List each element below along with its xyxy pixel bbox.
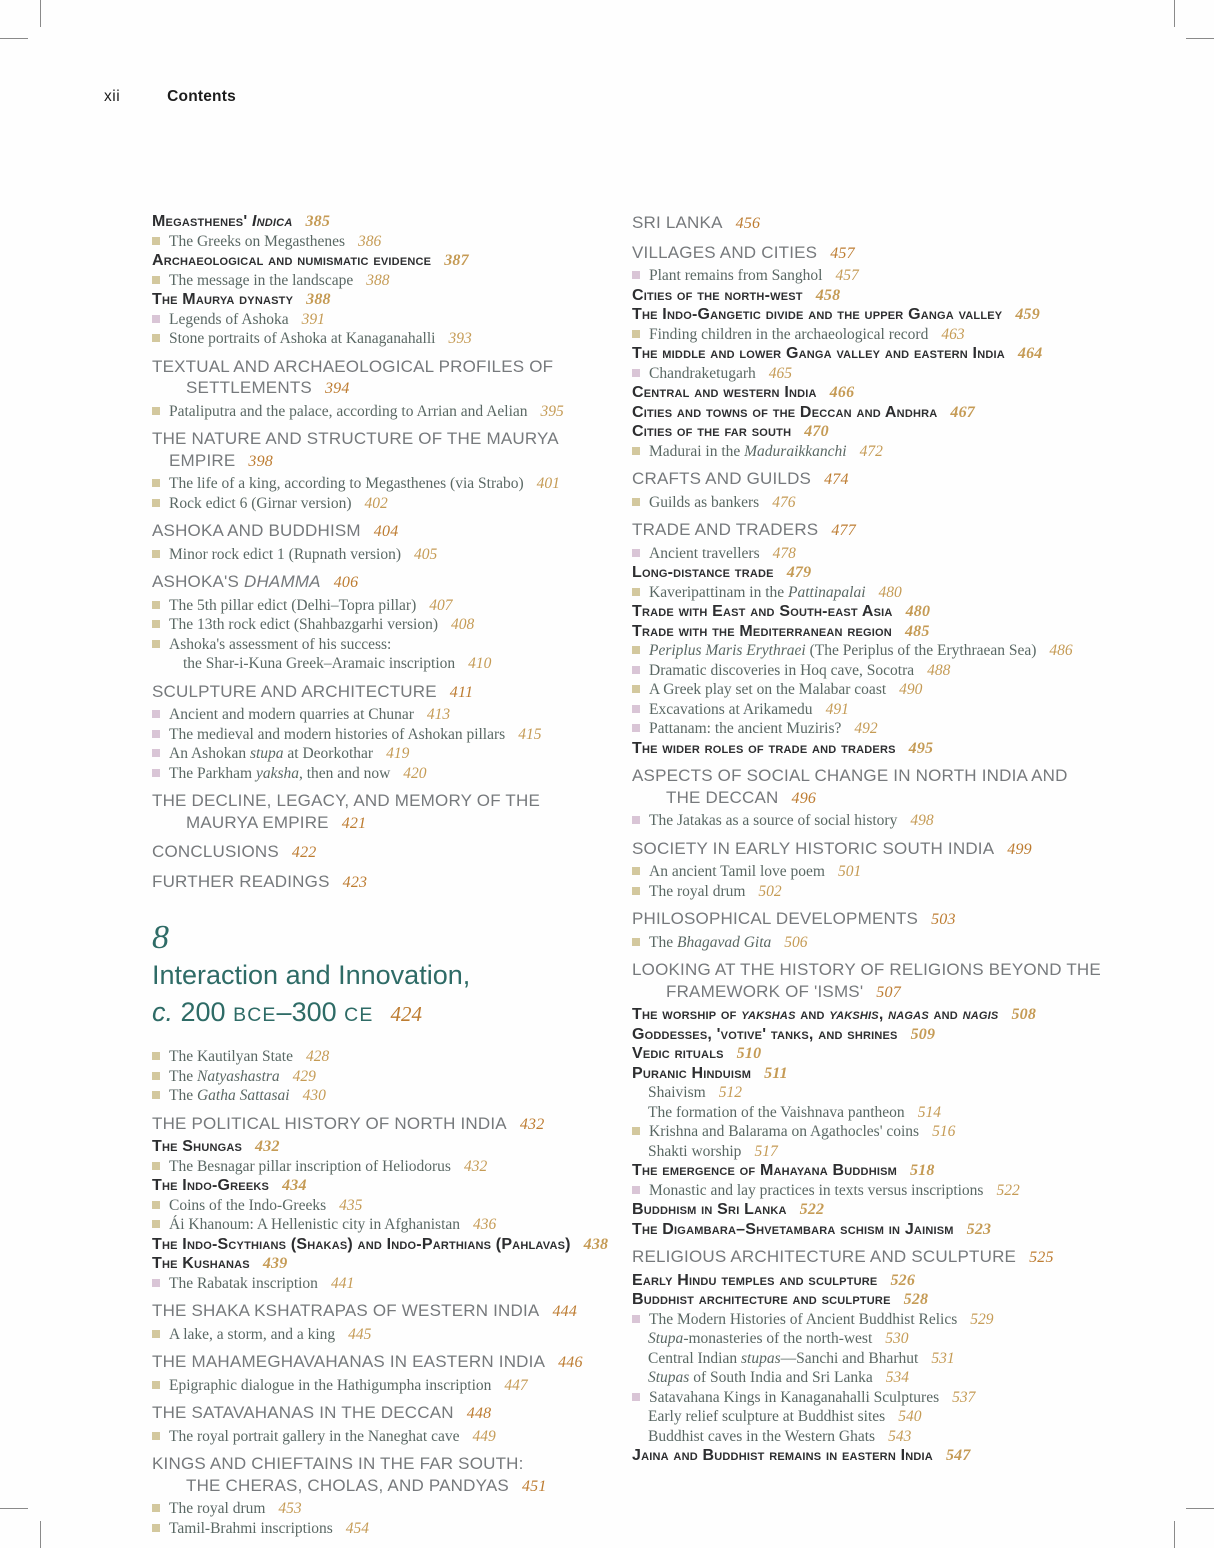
square-bullet-icon <box>152 315 160 323</box>
toc-item: Ái Khanoum: A Hellenistic city in Afghanistan 436 <box>152 1215 628 1235</box>
square-bullet-icon <box>632 330 640 338</box>
toc-subsection: Cities of the far south 470 <box>632 423 829 440</box>
toc-item: The Gatha Sattasai 430 <box>152 1086 628 1106</box>
square-bullet-icon <box>152 334 160 342</box>
page-number: 429 <box>292 1067 316 1085</box>
toc-item: Plant remains from Sanghol 457 <box>632 266 1132 286</box>
toc-item: Epigraphic dialogue in the Hathigumpha inscription 447 <box>152 1376 628 1396</box>
toc-item: Rock edict 6 (Girnar version) 402 <box>152 494 628 514</box>
page-number: 491 <box>825 700 849 718</box>
page-number: 531 <box>931 1349 955 1367</box>
square-bullet-icon <box>152 1279 160 1287</box>
page-number: 470 <box>804 423 829 440</box>
page-number: 405 <box>414 545 438 563</box>
page-number: 430 <box>302 1087 326 1104</box>
toc-subsection: Trade with East and South-east Asia 480 <box>632 603 931 620</box>
page-number: 534 <box>885 1369 909 1386</box>
toc-item: The Jatakas as a source of social history 498 <box>632 811 1132 831</box>
page-number: 496 <box>791 789 817 807</box>
page-number: 388 <box>366 271 390 289</box>
toc-section: THE MAHAMEGHAVAHANAS IN EASTERN INDIA 446 <box>152 1352 583 1371</box>
page-number: 402 <box>364 494 388 512</box>
toc-section: SCULPTURE AND ARCHITECTURE 411 <box>152 681 474 701</box>
toc-item: The royal drum 453 <box>152 1499 628 1519</box>
toc-section: ASHOKA AND BUDDHISM 404 <box>152 521 399 540</box>
page-number: 474 <box>824 471 849 488</box>
square-bullet-icon <box>152 601 160 609</box>
toc-subsection: The Indo-Gangetic divide and the upper Ganga valley 459 <box>632 306 1040 323</box>
toc-subsection: Cities and towns of the Deccan and Andhra 467 <box>632 403 976 421</box>
toc-item: Ancient travellers 478 <box>632 544 1132 564</box>
toc-item: The Natyashastra 429 <box>152 1067 628 1087</box>
toc-item: Monastic and lay practices in texts versus inscriptions 522 <box>632 1181 1132 1201</box>
toc-item: The message in the landscape 388 <box>152 271 628 291</box>
page-number: 464 <box>1017 345 1043 362</box>
toc-section: LOOKING AT THE HISTORY OF RELIGIONS BEYOND THE FRAMEWORK OF 'ISMS' 507 <box>632 960 1101 1001</box>
toc-section: THE NATURE AND STRUCTURE OF THE MAURYA EMPIRE 398 <box>152 429 558 470</box>
crop-mark-bottom-right-v <box>1174 1521 1175 1548</box>
chapter-page-number: 424 <box>390 1002 422 1026</box>
toc-item: The Rabatak inscription 441 <box>152 1274 628 1294</box>
toc-item: Guilds as bankers 476 <box>632 493 1132 513</box>
square-bullet-icon <box>152 710 160 718</box>
chapter-title: Interaction and Innovation, c. 200 BCE–300 CE 424 <box>152 960 471 1027</box>
square-bullet-icon <box>632 271 640 279</box>
toc-section: PHILOSOPHICAL DEVELOPMENTS 503 <box>632 909 956 928</box>
toc-subsection: Megasthenes' Indica 385 <box>152 213 331 230</box>
page-number: 387 <box>444 252 469 269</box>
toc-subsection: The Digambara–Shvetambara schism in Jainism 523 <box>632 1220 992 1238</box>
crop-mark-top-left-h <box>0 38 28 39</box>
toc-subitem: Stupas of South India and Sri Lanka 534 <box>648 1369 909 1386</box>
page-number: 518 <box>910 1162 935 1179</box>
square-bullet-icon <box>632 588 640 596</box>
square-bullet-icon <box>632 646 640 654</box>
toc-subitem: Buddhist caves in the Western Ghats 543 <box>648 1427 912 1445</box>
toc-item: Satavahana Kings in Kanaganahalli Sculptures 537 <box>632 1388 1132 1408</box>
page-number: 506 <box>784 933 808 951</box>
square-bullet-icon <box>152 479 160 487</box>
toc-section: THE SATAVAHANAS IN THE DECCAN 448 <box>152 1403 492 1422</box>
square-bullet-icon <box>152 237 160 245</box>
toc-section: RELIGIOUS ARCHITECTURE AND SCULPTURE 525 <box>632 1247 1054 1266</box>
page-number: 432 <box>519 1115 545 1133</box>
toc-item: Chandraketugarh 465 <box>632 364 1132 384</box>
page-number: 401 <box>536 475 560 492</box>
toc-item: Legends of Ashoka 391 <box>152 310 628 330</box>
toc-section: THE SHAKA KSHATRAPAS OF WESTERN INDIA 444 <box>152 1301 578 1320</box>
toc-section: ASPECTS OF SOCIAL CHANGE IN NORTH INDIA AND THE DECCAN 496 <box>632 766 1068 807</box>
page-number: 543 <box>888 1427 912 1445</box>
toc-section: CRAFTS AND GUILDS 474 <box>632 469 849 488</box>
toc-subitem: The formation of the Vaishnava pantheon 514 <box>648 1103 941 1121</box>
toc-item: Tamil-Brahmi inscriptions 454 <box>152 1519 628 1539</box>
page-number: 512 <box>718 1084 742 1101</box>
page-number: 394 <box>324 380 350 397</box>
toc-subsection: Archaeological and numismatic evidence 387 <box>152 252 469 269</box>
toc-item: The royal portrait gallery in the Naneghat cave 449 <box>152 1427 628 1447</box>
toc-subsection: Central and western India 466 <box>632 384 855 401</box>
page-number: 444 <box>552 1303 578 1320</box>
page-number: 526 <box>890 1271 916 1289</box>
page-number: 507 <box>876 983 901 1001</box>
page-number: 410 <box>468 655 492 672</box>
page-number: 388 <box>306 291 331 308</box>
toc-right-column <box>632 212 1132 1466</box>
page-number: 502 <box>758 882 782 900</box>
toc-item: Madurai in the Maduraikkanchi 472 <box>632 442 1132 462</box>
toc-section: VILLAGES AND CITIES 457 <box>632 242 855 262</box>
page-number: 509 <box>910 1025 936 1043</box>
toc-subsection: The Indo-Scythians (Shakas) and Indo-Parthians (Pahlavas) 438 <box>152 1235 609 1253</box>
square-bullet-icon <box>632 549 640 557</box>
page-number: 466 <box>829 384 855 401</box>
square-bullet-icon <box>152 1072 160 1080</box>
toc-left-column <box>152 212 628 1538</box>
chapter-number: 8 <box>152 919 169 956</box>
page-number: 476 <box>772 493 796 511</box>
toc-subsection: The middle and lower Ganga valley and eastern India 464 <box>632 345 1043 362</box>
toc-subsection: Early Hindu temples and sculpture 526 <box>632 1271 916 1289</box>
toc-item: The life of a king, according to Megasthenes (via Strabo) 401 <box>152 474 628 494</box>
toc-section: THE DECLINE, LEGACY, AND MEMORY OF THE MAURYA EMPIRE 421 <box>152 791 540 832</box>
page-number: 508 <box>1011 1006 1037 1023</box>
toc-item: Periplus Maris Erythraei (The Periplus of the Erythraean Sea) 486 <box>632 641 1132 661</box>
toc-item: Coins of the Indo-Greeks 435 <box>152 1196 628 1216</box>
crop-mark-top-right-v <box>1174 0 1175 27</box>
toc-section: ASHOKA'S DHAMMA 406 <box>152 572 359 591</box>
square-bullet-icon <box>632 1393 640 1401</box>
page-number: 522 <box>996 1181 1020 1199</box>
toc-item: Ancient and modern quarries at Chunar 413 <box>152 705 628 725</box>
square-bullet-icon <box>152 769 160 777</box>
square-bullet-icon <box>152 550 160 558</box>
square-bullet-icon <box>632 498 640 506</box>
toc-item: The Kautilyan State 428 <box>152 1047 628 1067</box>
toc-subitem: Shakti worship 517 <box>648 1142 778 1160</box>
page-number: 459 <box>1015 306 1040 323</box>
toc-subsection: Vedic rituals 510 <box>632 1045 762 1062</box>
toc-item: Dramatic discoveries in Hoq cave, Socotra 488 <box>632 661 1132 681</box>
page-number: 523 <box>966 1220 992 1238</box>
crop-mark-bottom-left-h <box>0 1508 28 1509</box>
page-number: 514 <box>917 1103 941 1121</box>
square-bullet-icon <box>632 1186 640 1194</box>
toc-subsection: Jaina and Buddhist remains in eastern India 547 <box>632 1447 971 1464</box>
toc-section: KINGS AND CHIEFTAINS IN THE FAR SOUTH: THE CHERAS, CHOLAS, AND PANDYAS 451 <box>152 1454 547 1495</box>
page-number: 422 <box>291 844 317 861</box>
page-number: 501 <box>837 863 862 880</box>
square-bullet-icon <box>152 640 160 648</box>
page-number: 432 <box>463 1157 488 1175</box>
page-number: 503 <box>931 911 956 928</box>
square-bullet-icon <box>152 1330 160 1338</box>
page-number: 407 <box>429 596 453 614</box>
page-folio: xii <box>104 88 121 105</box>
toc-subsection: Long-distance trade 479 <box>632 564 812 581</box>
page-number: 516 <box>932 1123 956 1140</box>
page-number: 398 <box>248 452 273 470</box>
toc-subsection: The worship of yakshas and yakshis, nagas and nagis 508 <box>632 1006 1037 1023</box>
toc-item: The royal drum 502 <box>632 882 1132 902</box>
toc-item: Excavations at Arikamedu 491 <box>632 700 1132 720</box>
toc-item: Stone portraits of Ashoka at Kanaganahalli 393 <box>152 329 628 349</box>
page-number: 428 <box>305 1048 330 1065</box>
crop-mark-top-right-h <box>1186 38 1214 39</box>
page-number: 449 <box>472 1427 496 1445</box>
square-bullet-icon <box>152 730 160 738</box>
running-head <box>104 88 236 106</box>
page-number: 419 <box>386 745 410 762</box>
toc-item: The Parkham yaksha, then and now 420 <box>152 764 628 784</box>
toc-item: Krishna and Balarama on Agathocles' coins 516 <box>632 1122 1132 1142</box>
page-number: 499 <box>1007 840 1032 858</box>
page-number: 529 <box>970 1310 994 1328</box>
page-number: 540 <box>898 1408 922 1425</box>
toc-subsection: Trade with the Mediterranean region 485 <box>632 622 930 640</box>
toc-subsection: The Indo-Greeks 434 <box>152 1177 307 1194</box>
page-number: 522 <box>799 1201 825 1218</box>
page-number: 498 <box>910 812 934 829</box>
toc-subsection: Goddesses, 'votive' tanks, and shrines 509 <box>632 1025 936 1043</box>
toc-item: The Besnagar pillar inscription of Heliodorus 432 <box>152 1157 628 1177</box>
toc-item: Minor rock edict 1 (Rupnath version) 405 <box>152 545 628 565</box>
square-bullet-icon <box>152 407 160 415</box>
square-bullet-icon <box>152 749 160 757</box>
page-number: 448 <box>466 1405 492 1422</box>
page-number: 480 <box>878 583 902 601</box>
page-number: 386 <box>358 232 382 250</box>
page-number: 423 <box>342 873 368 891</box>
square-bullet-icon <box>152 1162 160 1170</box>
page-number: 528 <box>903 1291 929 1308</box>
page-number: 439 <box>262 1255 288 1272</box>
page-number: 391 <box>301 310 325 328</box>
page-number: 421 <box>341 814 367 832</box>
page-number: 511 <box>764 1064 788 1082</box>
square-bullet-icon <box>152 1504 160 1512</box>
toc-section: FURTHER READINGS 423 <box>152 871 368 891</box>
page-number: 415 <box>518 725 542 743</box>
toc-item: The Modern Histories of Ancient Buddhist Relics 529 <box>632 1310 1132 1330</box>
page-number: 547 <box>945 1447 971 1464</box>
square-bullet-icon <box>632 666 640 674</box>
crop-mark-bottom-right-h <box>1186 1508 1214 1509</box>
page-number: 447 <box>504 1376 528 1394</box>
page-number: 446 <box>558 1354 583 1371</box>
running-head-title: Contents <box>167 88 236 105</box>
toc-subsection: The Shungas 432 <box>152 1138 280 1155</box>
page-number: 467 <box>950 403 976 421</box>
page-number: 434 <box>282 1177 307 1194</box>
toc-subsection: Cities of the north-west 458 <box>632 286 841 304</box>
square-bullet-icon <box>152 1381 160 1389</box>
square-bullet-icon <box>632 1315 640 1323</box>
square-bullet-icon <box>632 938 640 946</box>
toc-subsection: The Kushanas 439 <box>152 1255 288 1272</box>
toc-subitem: Shaivism 512 <box>648 1084 742 1101</box>
page-number: 406 <box>333 574 359 591</box>
toc-item: Finding children in the archaeological record 463 <box>632 325 1132 345</box>
page-number: 453 <box>278 1500 302 1517</box>
toc-subsection: Buddhism in Sri Lanka 522 <box>632 1201 825 1218</box>
page-number: 454 <box>345 1519 370 1537</box>
square-bullet-icon <box>632 705 640 713</box>
toc-item: A Greek play set on the Malabar coast 490 <box>632 680 1132 700</box>
page-number: 395 <box>540 402 564 420</box>
page-number: 393 <box>448 330 472 347</box>
page-number: 457 <box>835 267 859 284</box>
toc-subitem: Stupa-monasteries of the north-west 530 <box>648 1330 909 1347</box>
toc-section: CONCLUSIONS 422 <box>152 842 317 861</box>
page-number: 530 <box>885 1330 909 1347</box>
page-number: 408 <box>451 616 475 633</box>
toc-item: The Greeks on Megasthenes 386 <box>152 232 628 252</box>
page-number: 525 <box>1029 1249 1054 1266</box>
toc-section: TRADE AND TRADERS 477 <box>632 520 856 539</box>
toc-item: A lake, a storm, and a king 445 <box>152 1325 628 1345</box>
page-number: 413 <box>426 706 451 723</box>
square-bullet-icon <box>632 867 640 875</box>
page-number: 537 <box>952 1388 976 1406</box>
page-number: 478 <box>772 544 796 562</box>
square-bullet-icon <box>152 1220 160 1228</box>
page-number: 457 <box>830 244 855 262</box>
toc-subsection: Puranic Hinduism 511 <box>632 1064 788 1082</box>
toc-item: Pataliputra and the palace, according to Arrian and Aelian 395 <box>152 402 628 422</box>
page-number: 420 <box>403 764 427 782</box>
toc-item: Pattanam: the ancient Muziris? 492 <box>632 719 1132 739</box>
toc-section: SRI LANKA 456 <box>632 213 761 232</box>
toc-subitem: Early relief sculpture at Buddhist sites 540 <box>648 1408 922 1425</box>
square-bullet-icon <box>152 1524 160 1532</box>
toc-item: The Bhagavad Gita 506 <box>632 933 1132 953</box>
page-number: 385 <box>305 213 331 230</box>
page-number: 480 <box>905 603 931 620</box>
square-bullet-icon <box>632 816 640 824</box>
page-number: 432 <box>255 1138 280 1155</box>
page-number: 441 <box>330 1274 355 1292</box>
square-bullet-icon <box>152 1091 160 1099</box>
square-bullet-icon <box>152 276 160 284</box>
toc-chapter-heading <box>152 919 628 1034</box>
page-number: 465 <box>768 364 792 382</box>
crop-mark-top-left-v <box>40 0 41 27</box>
page-number: 436 <box>473 1216 497 1233</box>
page-number: 479 <box>786 564 812 581</box>
square-bullet-icon <box>152 1052 160 1060</box>
page-number: 490 <box>899 681 923 698</box>
toc-section: TEXTUAL AND ARCHAEOLOGICAL PROFILES OF SETTLEMENTS 394 <box>152 356 554 397</box>
square-bullet-icon <box>152 620 160 628</box>
page-number: 404 <box>373 523 399 540</box>
toc-subsection: The Maurya dynasty 388 <box>152 291 331 308</box>
page-number: 438 <box>583 1235 609 1253</box>
page-number: 517 <box>754 1142 778 1160</box>
toc-subsection: The wider roles of trade and traders 495 <box>632 739 934 757</box>
toc-item: Kaveripattinam in the Pattinapalai 480 <box>632 583 1132 603</box>
page-number: 472 <box>859 442 883 460</box>
toc-item: An Ashokan stupa at Deorkothar 419 <box>152 744 628 764</box>
page-number: 411 <box>449 683 474 701</box>
square-bullet-icon <box>152 1201 160 1209</box>
page-number: 458 <box>815 286 841 304</box>
toc-item: The 5th pillar edict (Delhi–Topra pillar) 407 <box>152 596 628 616</box>
square-bullet-icon <box>152 1432 160 1440</box>
toc-item: The medieval and modern histories of Ashokan pillars 415 <box>152 725 628 745</box>
page-number: 488 <box>927 661 951 679</box>
page-number: 485 <box>904 622 930 640</box>
toc-subitem: Central Indian stupas—Sanchi and Bharhut 531 <box>648 1349 955 1367</box>
page-number: 445 <box>348 1325 372 1343</box>
toc-item: Ashoka's assessment of his success: the Shar-i-Kuna Greek–Aramaic inscription 410 <box>152 635 628 674</box>
page-number: 477 <box>831 522 856 539</box>
square-bullet-icon <box>632 685 640 693</box>
page-number: 486 <box>1049 642 1073 659</box>
square-bullet-icon <box>632 724 640 732</box>
page-number: 451 <box>521 1477 547 1495</box>
square-bullet-icon <box>632 887 640 895</box>
page-number: 456 <box>735 215 761 232</box>
page-number: 495 <box>908 739 934 757</box>
page-number: 492 <box>854 720 878 737</box>
toc-item: An ancient Tamil love poem 501 <box>632 862 1132 882</box>
page-number: 435 <box>339 1196 363 1214</box>
page-number: 510 <box>736 1045 762 1062</box>
square-bullet-icon <box>632 369 640 377</box>
toc-item: The 13th rock edict (Shahbazgarhi version) 408 <box>152 615 628 635</box>
square-bullet-icon <box>632 447 640 455</box>
square-bullet-icon <box>632 1127 640 1135</box>
toc-section: SOCIETY IN EARLY HISTORIC SOUTH INDIA 499 <box>632 838 1032 858</box>
toc-section: THE POLITICAL HISTORY OF NORTH INDIA 432 <box>152 1113 545 1133</box>
crop-mark-bottom-left-v <box>40 1521 41 1548</box>
toc-subsection: Buddhist architecture and sculpture 528 <box>632 1291 929 1308</box>
toc-subsection: The emergence of Mahayana Buddhism 518 <box>632 1162 935 1179</box>
page-number: 463 <box>941 325 965 343</box>
square-bullet-icon <box>152 499 160 507</box>
